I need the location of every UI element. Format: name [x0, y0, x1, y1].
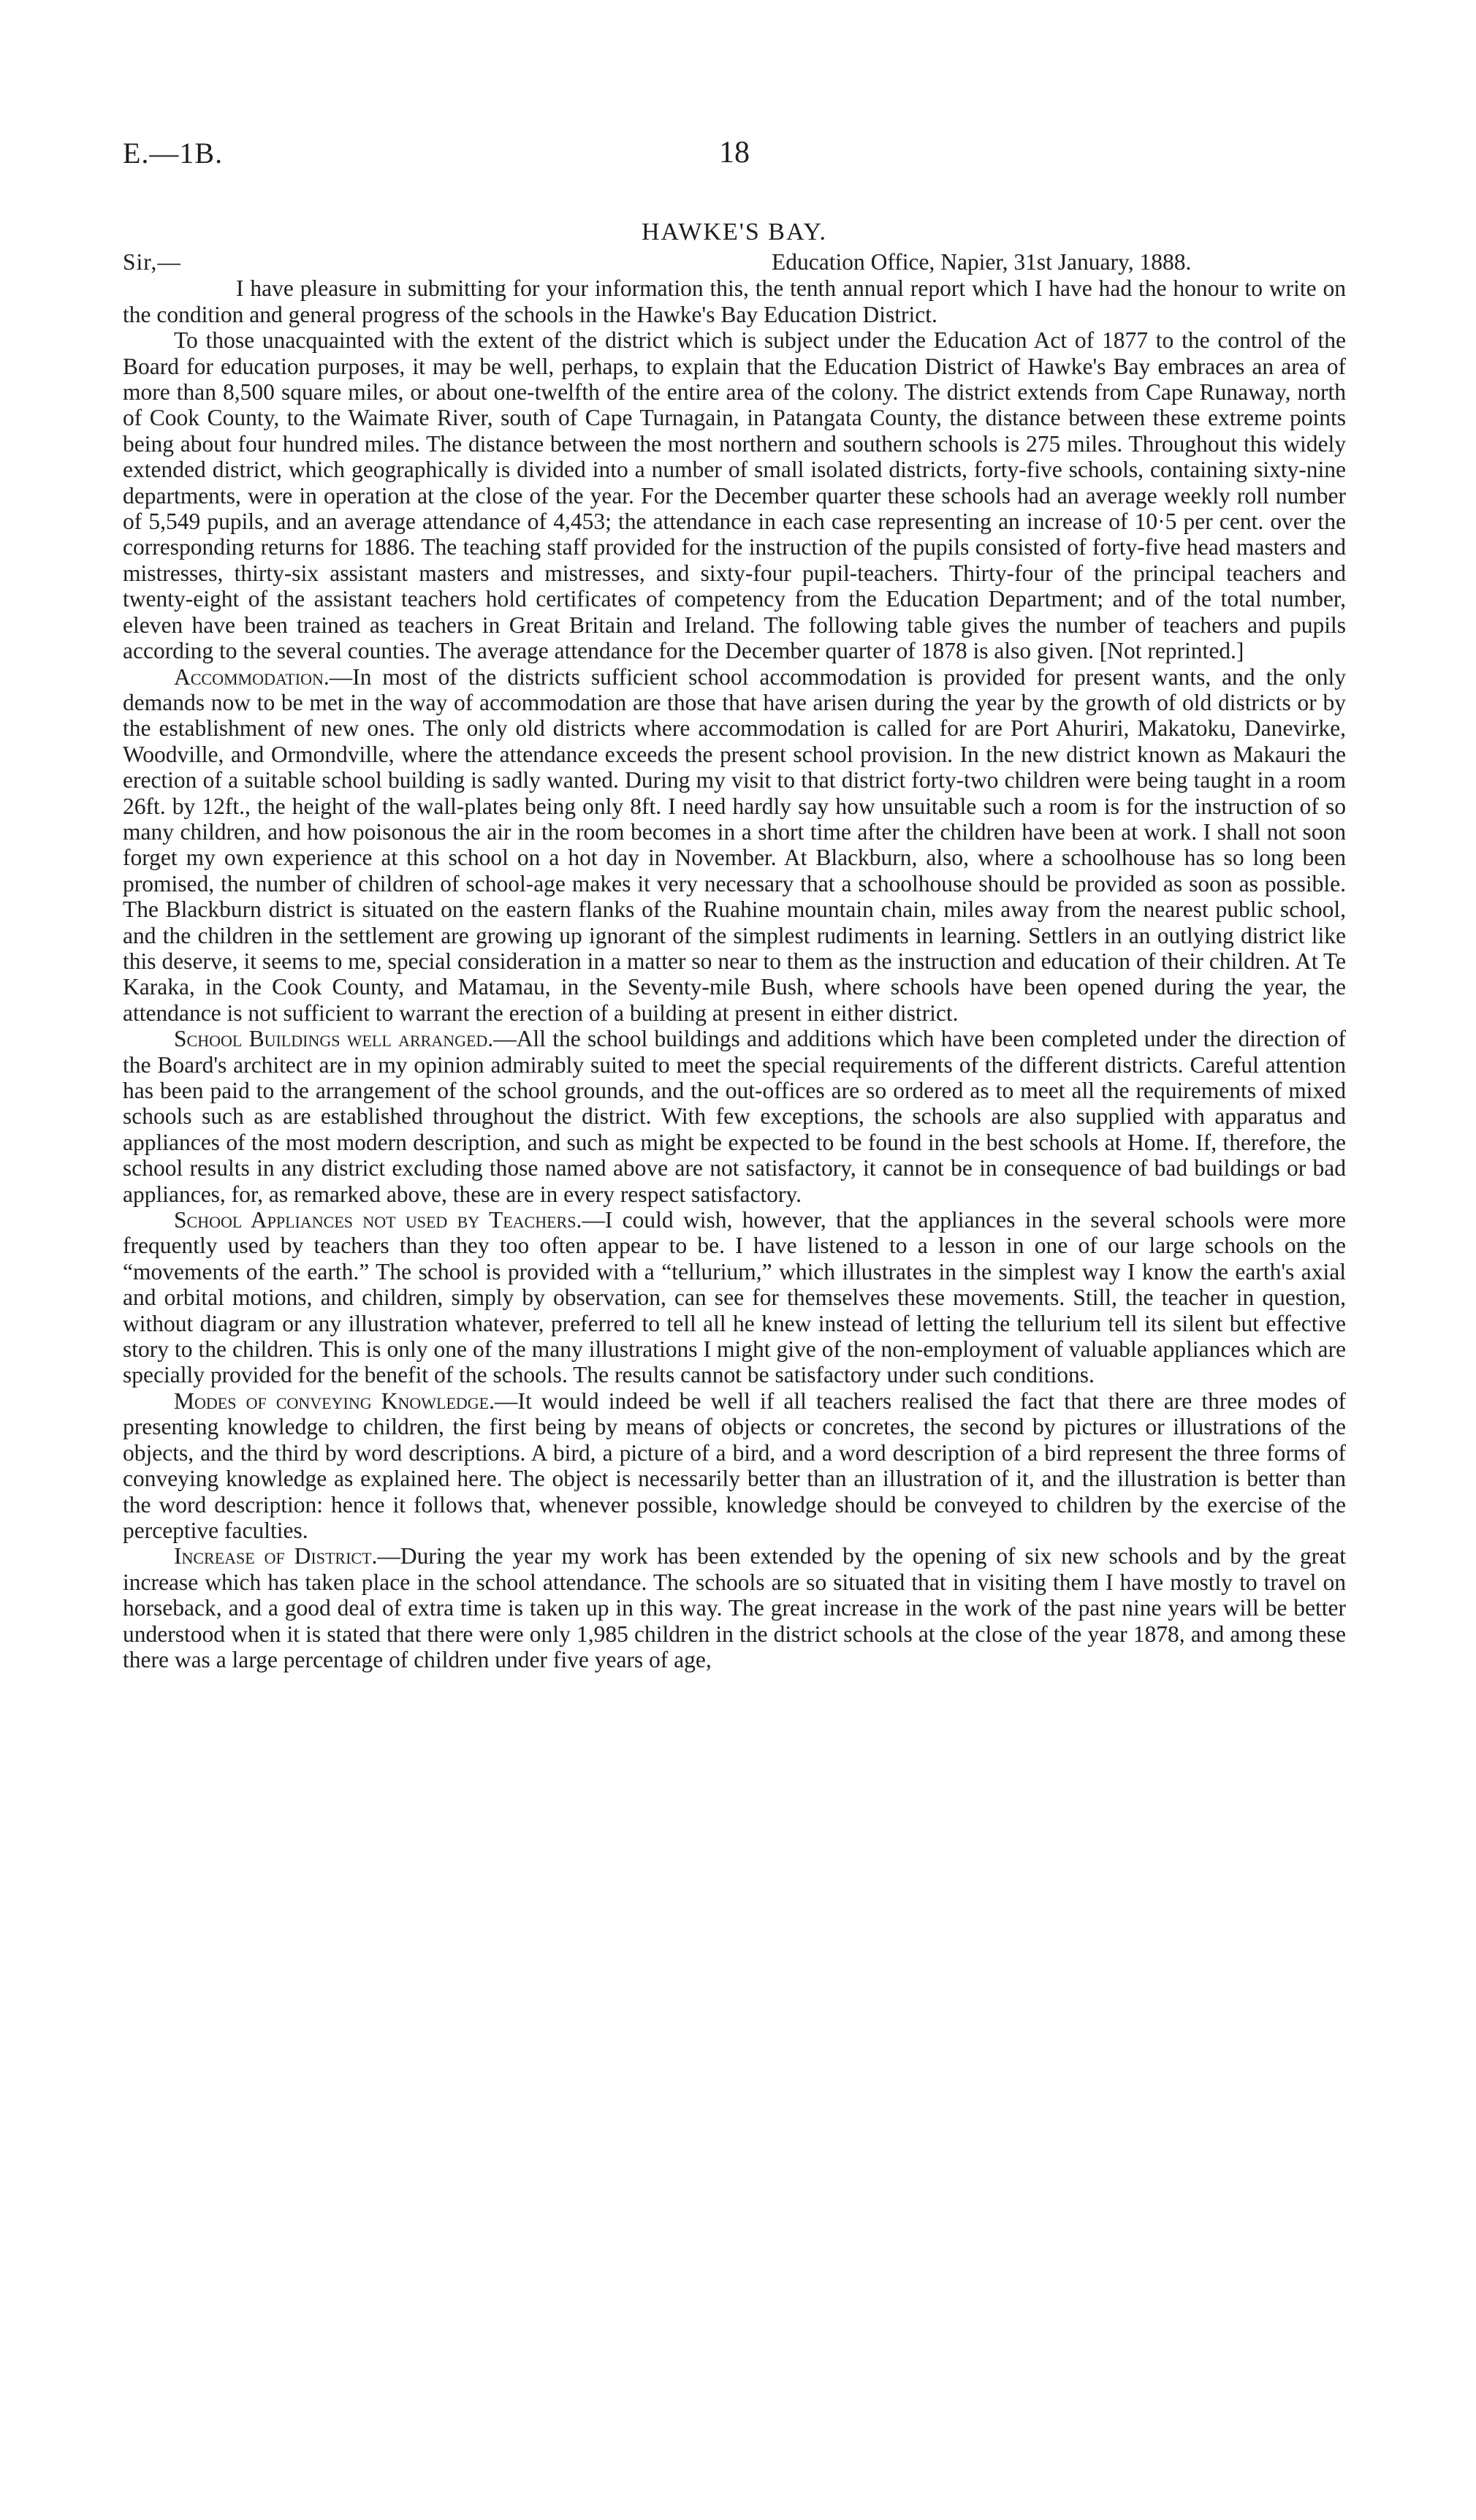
- paragraph-text: —During the year my work has been extended by the opening of six new schools and by the great increase which has taken place in the school attendance. The schools are so situated that in visiting them I have mostly to travel on horseback, and a good deal of extra time is taken up in this way. The great increase in the work of the past nine years will be better understood when it is stated that there were only 1,985 children in the district schools at the close of the year 1878, and among these there was a large percentage of children under five years of age,: [123, 1543, 1346, 1672]
- paragraph-modes-of-knowledge: [123, 1388, 1346, 1543]
- paragraph-heading: Increase of District.: [174, 1543, 378, 1569]
- page-number: 18: [719, 136, 750, 170]
- running-head: [123, 136, 1346, 177]
- report-body: [123, 219, 1346, 1672]
- paragraph-increase-of-district: [123, 1543, 1346, 1672]
- salutation: Sir,—: [123, 249, 181, 275]
- paragraph-text: —It would indeed be well if all teachers realised the fact that there are three modes of presenting knowledge to children, the first being by means of objects or concretes, the second by pictures or illustrations of the objects, and the third by word descriptions. A bird, a picture of a bird, and a word description of a bird represent the three forms of conveying knowledge as explained here. The object is necessarily better than an illustration of it, and the illustration is better than the word description: hence it follows that, whenever possible, knowledge should be conveyed to children by the exercise of the perceptive faculties.: [123, 1387, 1346, 1543]
- paragraph-district-extent: [123, 327, 1346, 663]
- paragraph-text: I have pleasure in submitting for your information this, the tenth annual report which I have had the honour to write on the condition and general progress of the schools in the Hawke's Bay Education District.: [123, 275, 1346, 327]
- paragraph-heading: Accommodation.: [174, 663, 330, 690]
- section-title: HAWKE'S BAY.: [641, 218, 828, 245]
- paragraph-school-appliances: [123, 1207, 1346, 1388]
- salutation-line: [123, 249, 1346, 275]
- dateline: Education Office, Napier, 31st January, 1888.: [772, 249, 1192, 275]
- paragraph-introduction: [123, 275, 1346, 327]
- paragraph-heading: School Appliances not used by Teachers.: [174, 1207, 582, 1233]
- paragraph-school-buildings: [123, 1026, 1346, 1207]
- paragraph-heading: Modes of conveying Knowledge.: [174, 1387, 495, 1414]
- document-reference: E.—1B.: [123, 137, 224, 170]
- paragraph-text: —In most of the districts sufficient school accommodation is provided for present wants, and the only demands now to be met in the way of accommodation are those that have arisen during the year by the growth of old districts or by the establishment of new ones. The only old districts where accommodation is called for are Port Ahuriri, Makatoku, Danevirke, Woodville, and Ormondville, where the attendance exceeds the present school provision. In the new district known as Makauri the erection of a suitable school building is sadly wanted. During my visit to that district forty-two children were being taught in a room 26ft. by 12ft., the height of the wall-plates being only 8ft. I need hardly say how unsuitable such a room is for the instruction of so many children, and how poisonous the air in the room becomes in a short time after the children have been at work. I shall not soon forget my own experience at this school on a hot day in November. At Blackburn, also, where a schoolhouse has so long been promised, the number of children of school-age makes it very necessary that a schoolhouse should be provided as soon as possible. The Blackburn district is situated on the eastern flanks of the Ruahine mountain chain, miles away from the nearest public school, and the children in the settlement are growing up ignorant of the simplest rudiments in learning. Settlers in an outlying district like this deserve, it seems to me, special consideration in a matter so near to them as the instruction and education of their children. At Te Karaka, in the Cook County, and Matamau, in the Seventy-mile Bush, where schools have been opened during the year, the attendance is not sufficient to warrant the erection of a building at present in either district.: [123, 663, 1346, 1026]
- paragraph-accommodation: [123, 664, 1346, 1027]
- paragraph-text: —I could wish, however, that the appliances in the several schools were more frequently used by teachers than they too often appear to be. I have listened to a lesson in one of our large schools on the “movements of the earth.” The school is provided with a “tellurium,” which illustrates in the simplest way I know the earth's axial and orbital motions, and children, simply by observation, can see for themselves these movements. Still, the teacher in question, without diagram or any illustration whatever, preferred to tell all he knew instead of letting the tellurium tell its silent but effective story to the children. This is only one of the many illustrations I might give of the non-employment of valuable appliances which are specially provided for the benefit of the schools. The results cannot be satisfactory under such conditions.: [123, 1207, 1347, 1388]
- paragraph-heading: School Buildings well arranged.: [174, 1026, 494, 1052]
- paragraph-text: To those unacquainted with the extent of the district which is subject under the Education Act of 1877 to the control of the Board for education purposes, it may be well, perhaps, to explain that the Education District of Hawke's Bay embraces an area of more than 8,500 square miles, or about one-twelfth of the entire area of the colony. The district extends from Cape Runaway, north of Cook County, to the Waimate River, south of Cape Turnagain, in Patangata County, the distance between these extreme points being about four hundred miles. The distance between the most northern and southern schools is 275 miles. Throughout this widely extended district, which geographically is divided into a number of small isolated districts, forty-five schools, containing sixty-nine departments, were in operation at the close of the year. For the December quarter these schools had an average weekly roll number of 5,549 pupils, and an average attendance of 4,453; the attendance in each case representing an increase of 10·5 per cent. over the corresponding returns for 1886. The teaching staff provided for the instruction of the pupils consisted of forty-five head masters and mistresses, thirty-six assistant masters and mistresses, and sixty-four pupil-teachers. Thirty-four of the principal teachers and twenty-eight of the assistant teachers hold certificates of competency from the Education Department; and of the total number, eleven have been trained as teachers in Great Britain and Ireland. The following table gives the number of teachers and pupils according to the several counties. The average attendance for the December quarter of 1878 is also given. [Not reprinted.]: [123, 327, 1346, 664]
- paragraph-text: —All the school buildings and additions which have been completed under the direction of the Board's architect are in my opinion admirably suited to meet the special requirements of the different districts. Careful attention has been paid to the arrangement of the school grounds, and the out-offices are so ordered as to meet all the requirements of mixed schools such as are established throughout the district. With few exceptions, the schools are also supplied with apparatus and appliances of the most modern description, and such as might be expected to be found in the best schools at Home. If, therefore, the school results in any district excluding those named above are not satisfactory, it cannot be in consequence of bad buildings or bad appliances, for, as remarked above, these are in every respect satisfactory.: [123, 1026, 1346, 1207]
